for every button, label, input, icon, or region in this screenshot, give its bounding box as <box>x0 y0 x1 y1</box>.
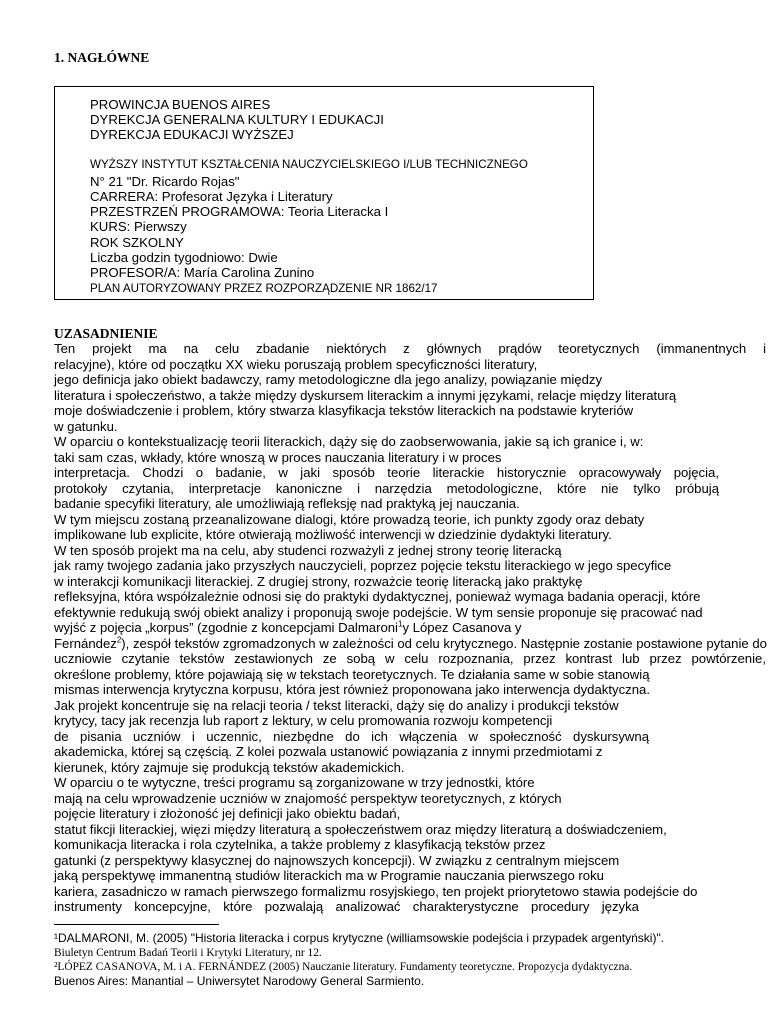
body-line: Ten projekt ma na celu zbadanie niektórych z głównych prądów teoretycznych (immanentnych i <box>54 341 766 356</box>
body-line: efektywnie redukują swój obiekt analizy i proponują swoje podejście. W tym sensie proponuje się pracować nad <box>54 604 703 620</box>
body-line: Fernández$^2$), zespół tekstów zgromadzonych w zależności od celu krytycznego. Następnie zostanie postawione pytanie do <box>54 635 767 651</box>
info-line-hours: Liczba godzin tygodniowo: Dwie <box>90 250 278 265</box>
body-line: relacyjne), które od początku XX wieku poruszają problem specyficzności literatury, <box>54 356 538 372</box>
info-line-school-year: ROK SZKOLNY <box>90 235 184 250</box>
body-line: gatunki (z perspektywy klasycznej do najnowszych koncepcji). W związku z centralnym miejscem <box>54 852 620 868</box>
body-line: jaką perspektywę immanentną studiów literackich ma w Programie nauczania pierwszego roku <box>54 868 604 883</box>
info-line-province: PROWINCJA BUENOS AIRES <box>90 97 271 112</box>
body-line: taki sam czas, wkłady, które wnoszą w proces nauczania literatury i w proces <box>54 449 502 465</box>
footnote-1-line-1: ¹DALMARONI, M. (2005) "Historia literacka i corpus krytyczne (williamsowskie podejścia i przypadek argentyński)". <box>54 931 665 945</box>
body-line: pojęcie literatury i złożoność jej definicji jako obiektu badań, <box>54 806 401 821</box>
body-line: badanie specyfiki literatury, ale umożliwiają refleksję nad praktyką jej nauczania. <box>54 496 520 511</box>
body-line: uczniowie czytanie tekstów zestawionych ze sobą w celu rozpoznania, przez kontrast lub przez powtórzenie, <box>54 651 766 666</box>
info-line-directorate-higher-ed: DYREKCJA EDUKACJI WYŻSZEJ <box>90 127 294 142</box>
body-line: wyjść z pojęcia „korpus” (zgodnie z koncepcjami Dalmaroni$^1$y López Casanova y <box>54 619 522 635</box>
body-line: W tym miejscu zostaną przeanalizowane dialogi, które prowadzą teorie, ich punkty zgody oraz debaty <box>54 511 645 527</box>
body-line: komunikacja literacka i rola czytelnika, a także problemy z klasyfikacją tekstów przez <box>54 837 546 852</box>
body-line: literatura i społeczeństwo, a także między dyskursem literackim a innymi językami, relacje między literaturą <box>54 387 677 403</box>
institution-info-box <box>54 86 594 300</box>
body-line: implikowane lub explicite, które otwierają możliwość interwencji w dziedzinie dydaktyki literatury. <box>54 527 612 542</box>
body-line: akademicka, której są częścią. Z kolei pozwala ustanowić powiązania z innymi przedmiotami z <box>54 744 603 759</box>
section-heading: 1. NAGŁÓWNE <box>54 50 150 65</box>
body-line: w interakcji komunikacji literackiej. Z drugiej strony, rozważcie teorię literacką jako praktykę <box>54 573 583 589</box>
info-line-course: KURS: Pierwszy <box>90 219 187 234</box>
info-line-career: CARRERA: Profesorat Języka i Literatury <box>90 189 333 204</box>
body-line: kierunek, który zajmuje się produkcją tekstów akademickich. <box>54 759 405 775</box>
body-line: jego definicja jako obiekt badawczy, ramy metodologiczne dla jego analizy, powiązanie między <box>54 372 603 387</box>
body-line: w gatunku. <box>54 418 118 434</box>
body-line: mają na celu wprowadzenie uczniów w znajomość perspektyw teoretycznych, z których <box>54 790 562 806</box>
info-line-professor: PROFESOR/A: María Carolina Zunino <box>90 265 315 280</box>
info-line-authorization: PLAN AUTORYZOWANY PRZEZ ROZPORZĄDZENIE NR 1862/17 <box>90 282 438 295</box>
body-line: określone problemy, które pojawiają się w tekstach teoretycznych. Te działania same w sobie stanowią <box>54 666 650 682</box>
body-line: kariera, zasadniczo w ramach pierwszego formalizmu rosyjskiego, ten projekt priorytetowo stawia podejście do <box>54 883 698 899</box>
footnote-1-line-2: Biuletyn Centrum Badań Teorii i Krytyki Literatury, nr 12. <box>54 947 322 959</box>
body-line: mismas interwencja krytyczna korpusu, która jest również proponowana jako interwencja dydaktyczna. <box>54 682 650 697</box>
body-line: krytycy, tacy jak recenzja lub raport z lektury, w celu promowania rozwoju kompetencji <box>54 713 553 728</box>
info-line-program-space: PRZESTRZEŃ PROGRAMOWA: Teoria Literacka I <box>90 204 389 219</box>
body-line: jak ramy twojego zadania jako przyszłych nauczycieli, poprzez pojęcie tekstu literackiego w jego specyfice <box>54 558 672 573</box>
body-line: Jak projekt koncentruje się na relacji teoria / tekst literacki, dąży się do analizy i produkcji tekstów <box>54 697 619 713</box>
body-line: statut fikcji literackiej, więzi między literaturą a społeczeństwem oraz między literaturą a doświadczeniem, <box>54 821 667 837</box>
body-line: interpretacja. Chodzi o badanie, w jaki sposób teorie literackie historycznie opracowywały pojęcia, <box>54 465 719 480</box>
body-line: de pisania uczniów i uczennic, niezbędne do ich włączenia w społeczność dyskursywną <box>54 728 649 744</box>
justification-title: UZASADNIENIE <box>54 326 158 341</box>
body-line: moje doświadczenie i problem, który stwarza klasyfikacja tekstów literackich na podstawie kryteriów <box>54 403 634 418</box>
body-line: W oparciu o te wytyczne, treści programu są zorganizowane w trzy jednostki, które <box>54 775 535 790</box>
justification-body <box>54 341 766 915</box>
footnote-2-line-2: Buenos Aires: Manantial – Uniwersytet Narodowy General Sarmiento. <box>54 974 425 988</box>
body-line: protokoły czytania, interpretacje kanoniczne i narzędzia metodologiczne, które nie tylko próbują <box>54 480 719 496</box>
info-line-directorate-general: DYREKCJA GENERALNA KULTURY I EDUKACJI <box>90 112 384 127</box>
info-line-number: N° 21 "Dr. Ricardo Rojas" <box>90 174 240 189</box>
footnote-separator <box>54 924 219 925</box>
footnote-2-line-1: ²LÓPEZ CASANOVA, M. i A. FERNÁNDEZ (2005) Nauczanie literatury. Fundamenty teoretyczne. Propozycja dydaktyczna. <box>54 961 633 973</box>
body-line: W oparciu o kontekstualizację teorii literackich, dąży się do zaobserwowania, jakie są ich granice i, w: <box>54 434 644 449</box>
body-line: W ten sposób projekt ma na celu, aby studenci rozważyli z jednej strony teorię literacką <box>54 542 562 558</box>
info-line-institute: WYŻSZY INSTYTUT KSZTAŁCENIA NAUCZYCIELSKIEGO I/LUB TECHNICZNEGO <box>90 158 528 171</box>
body-line: refleksyjna, która współzależnie odnosi się do praktyki dydaktycznej, ponieważ wymaga badania operacji, które <box>54 589 701 604</box>
body-line: instrumenty koncepcyjne, które pozwalają analizować charakterystyczne procedury języka <box>54 899 639 914</box>
